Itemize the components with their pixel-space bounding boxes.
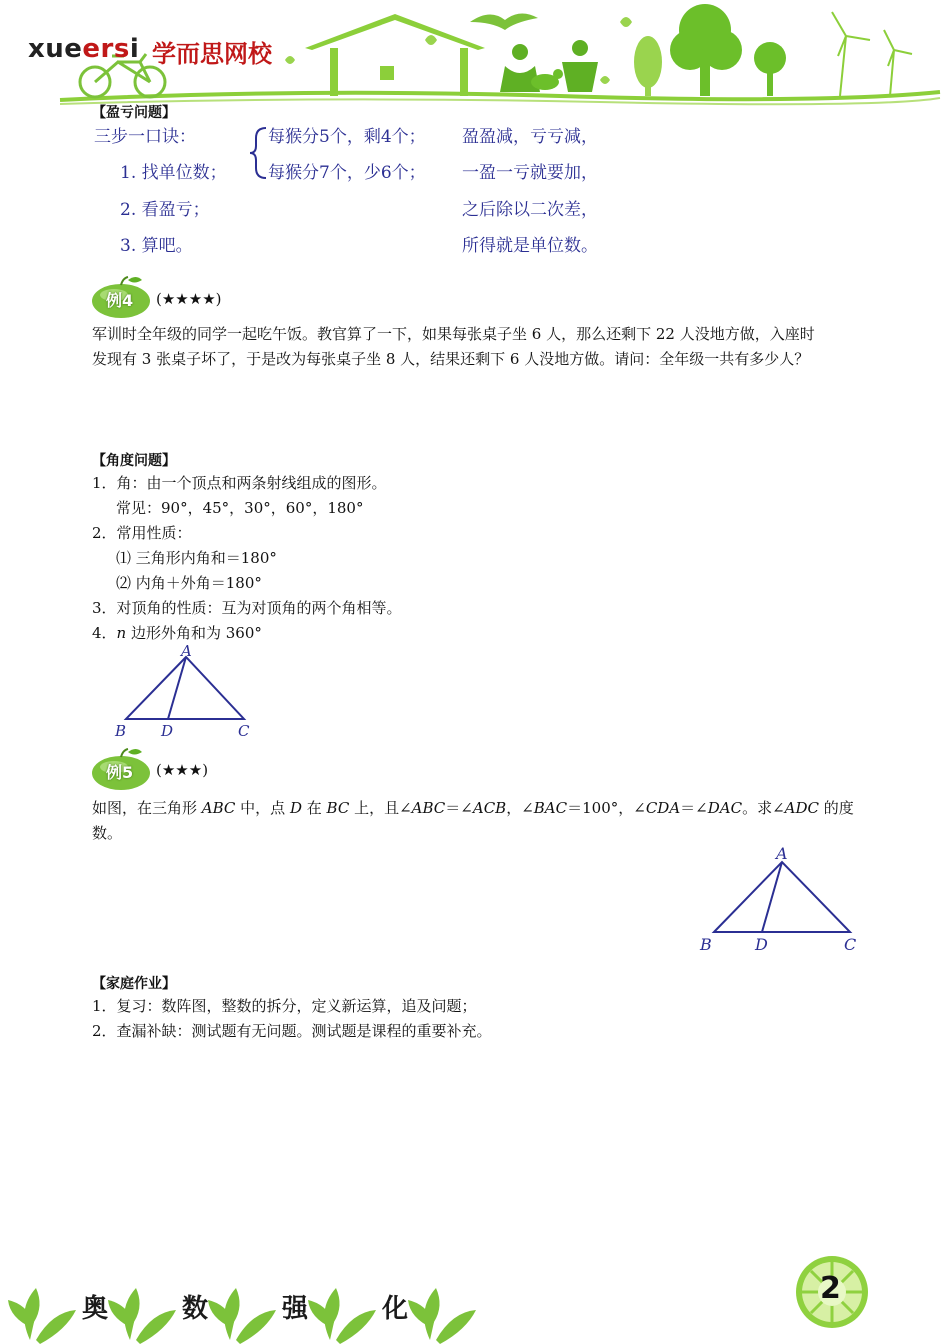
sprout-icon (8, 1288, 76, 1344)
angle-item-1: 1．角：由一个顶点和两条射线组成的图形。 (92, 474, 387, 492)
tree-icon (670, 4, 742, 96)
step-3: 3. 算吧。 (120, 236, 193, 256)
bird-icon (470, 13, 538, 30)
label-d: D (161, 722, 174, 740)
logo-latin: xueersi (28, 34, 140, 64)
label-a: A (181, 642, 192, 660)
example-5-line-1: 如图，在三角形 ABC 中，点 D 在 BC 上，且∠ABC＝∠ACB，∠BAC＝100°，∠CDA＝∠DAC。求∠ADC 的度 (92, 799, 854, 817)
example-5-label: 例5 (106, 763, 134, 782)
tree-icon (754, 42, 786, 96)
angle-item-2a: ⑴ 三角形内角和＝180° (116, 549, 277, 567)
step-2: 2. 看盈亏； (120, 200, 210, 220)
header-decoration (0, 0, 950, 110)
label-b: B (700, 935, 712, 954)
rhyme-line-1: 盈盈减，亏亏减， (462, 127, 598, 147)
triangle-abc (126, 657, 244, 719)
step-1: 1. 找单位数； (120, 163, 227, 183)
sprout-icon (208, 1288, 276, 1344)
example-4-difficulty: (★★★★) (156, 290, 222, 308)
homework-item-2: 2．查漏补缺：测试题有无问题。测试题是课程的重要补充。 (92, 1022, 492, 1040)
footer-decoration (0, 1250, 950, 1344)
example-4-label: 例4 (106, 291, 134, 310)
label-b: B (115, 722, 127, 740)
case-1: 每猴分5个，剩4个； (268, 127, 426, 147)
section-title-angles: 【角度问题】 (92, 453, 176, 469)
angle-item-4: 4．n 边形外角和为 360° (92, 624, 262, 642)
house-icon (305, 14, 485, 96)
angle-item-2: 2．常用性质： (92, 524, 192, 542)
page-number: 2 (820, 1271, 841, 1306)
homework-item-1: 1．复习：数阵图，整数的拆分，定义新运算，追及问题； (92, 997, 477, 1015)
logo-chinese: 学而思网校 (152, 40, 272, 68)
triangle-figure-2 (690, 838, 870, 958)
rhyme-line-4: 所得就是单位数。 (462, 236, 598, 256)
rhyme-line-3: 之后除以二次差， (462, 200, 598, 220)
label-a: A (776, 844, 788, 863)
example-5-badge (90, 748, 152, 796)
example-5-difficulty: (★★★) (156, 761, 209, 779)
tree-icon (634, 36, 662, 96)
footer-label-4: 化 (382, 1294, 409, 1324)
sprout-icon (108, 1288, 176, 1344)
label-d: D (755, 935, 768, 954)
footer-label-1: 奥 (82, 1294, 109, 1324)
example-4-badge (90, 276, 152, 324)
section-title-profit-loss: 【盈亏问题】 (92, 105, 176, 121)
case-2: 每猴分7个，少6个； (268, 163, 426, 183)
rhyme-line-2: 一盈一亏就要加， (462, 163, 598, 183)
wind-turbine-icon (832, 12, 912, 96)
angle-item-1-common: 常见：90°，45°，30°，60°，180° (116, 499, 364, 517)
sprout-icon (308, 1288, 376, 1344)
angle-item-2b: ⑵ 内角＋外角＝180° (116, 574, 262, 592)
sprout-icon (408, 1288, 476, 1344)
label-c: C (238, 722, 250, 740)
label-c: C (844, 935, 857, 954)
brace-icon (248, 124, 270, 182)
triangle-figure-1 (110, 642, 270, 742)
angle-item-3: 3．对顶角的性质：互为对顶角的两个角相等。 (92, 599, 402, 617)
rhyme-label: 三步一口诀： (94, 127, 196, 147)
section-title-homework: 【家庭作业】 (92, 976, 176, 992)
example-4-line-2: 发现有 3 张桌子坏了，于是改为每张桌子坐 8 人，结果还剩下 6 人没地方做。请问：全年级一共有多少人？ (92, 350, 810, 368)
example-5-line-2: 数。 (92, 824, 123, 842)
triangle-abc (714, 862, 850, 932)
example-4-line-1: 军训时全年级的同学一起吃午饭。教官算了一下，如果每张桌子坐 6 人，那么还剩下 22 人没地方做，入座时 (92, 325, 815, 343)
footer-label-2: 数 (182, 1294, 209, 1324)
footer-label-3: 强 (282, 1294, 309, 1324)
